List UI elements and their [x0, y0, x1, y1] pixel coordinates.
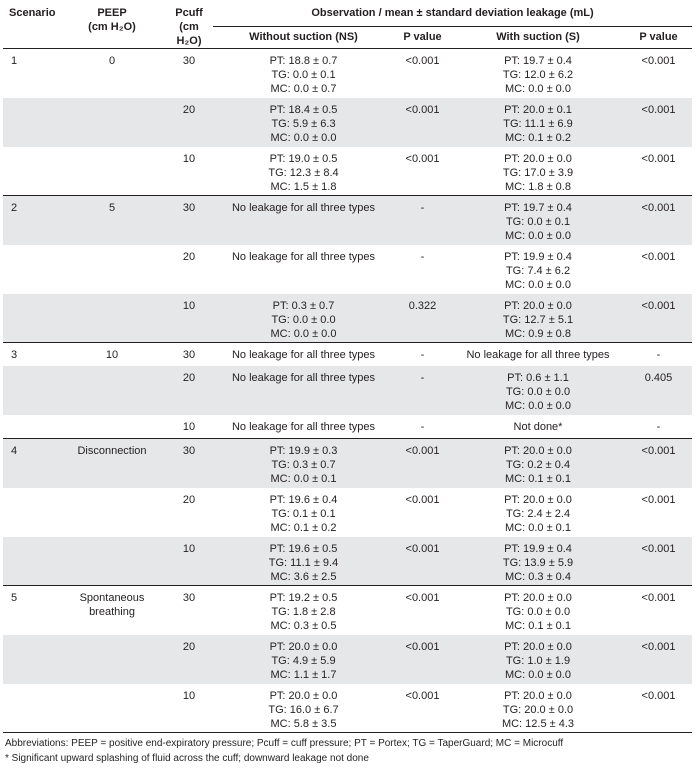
pcuff-cell: 20	[182, 250, 196, 263]
without-suction-cell-line: PT: 0.3 ± 0.7	[272, 299, 335, 312]
with-suction-cell-line: TG: 0.0 ± 0.0	[505, 385, 571, 398]
without-suction-cell	[213, 245, 394, 294]
with-suction-cell-line: MC: 0.0 ± 0.0	[505, 83, 571, 95]
with-suction-cell	[451, 294, 625, 343]
without-suction-cell	[213, 147, 394, 196]
peep-cell	[59, 147, 165, 196]
p-value-s-cell: <0.001	[625, 537, 692, 586]
without-suction-cell-line: MC: 1.1 ± 1.7	[270, 668, 337, 681]
without-suction-cell	[213, 586, 394, 635]
with-suction-cell-line: MC: 0.0 ± 0.0	[505, 278, 571, 291]
header-p-value-ns: P value	[403, 30, 442, 43]
with-suction-cell	[451, 98, 625, 147]
with-suction-cell-line: MC: 12.5 ± 4.3	[501, 717, 575, 730]
with-suction-cell-line: PT: 20.0 ± 0.0	[504, 299, 572, 312]
pcuff-cell: 20	[182, 493, 196, 506]
without-suction-cell-line: PT: 19.9 ± 0.3	[269, 445, 338, 457]
p-value-s-cell: <0.001	[641, 55, 676, 67]
p-value-s-cell: <0.001	[625, 98, 692, 147]
without-suction-cell-line: PT: 18.8 ± 0.7	[269, 55, 338, 67]
table-row	[3, 439, 692, 488]
scenario-cell	[3, 294, 59, 343]
p-value-s-cell: <0.001	[641, 250, 676, 263]
p-value-s-cell: <0.001	[625, 196, 692, 245]
header-pcuff-label: Pcuff	[175, 7, 203, 19]
without-suction-cell	[213, 294, 394, 343]
peep-cell	[59, 488, 165, 537]
header-pcuff-unit: (cm H₂O)	[176, 21, 202, 47]
table-header	[3, 2, 692, 49]
without-suction-cell-line: TG: 4.9 ± 5.9	[271, 654, 336, 667]
header-scenario: Scenario	[9, 7, 56, 19]
pcuff-cell: 10	[165, 684, 213, 733]
with-suction-cell-line: MC: 0.3 ± 0.4	[505, 570, 571, 583]
header-peep	[59, 2, 165, 49]
pcuff-cell: 30	[165, 439, 213, 488]
table-row	[3, 343, 692, 366]
peep-cell	[59, 415, 165, 439]
p-value-s-cell: 0.405	[625, 366, 692, 415]
pcuff-cell: 30	[165, 343, 213, 366]
scenario-cell	[3, 245, 59, 294]
without-suction-cell-line: TG: 12.3 ± 8.4	[268, 166, 339, 179]
with-suction-cell-line: TG: 11.1 ± 6.9	[503, 117, 573, 130]
scenario-cell: 1	[11, 55, 18, 67]
with-suction-cell-line: MC: 0.0 ± 0.1	[505, 521, 571, 534]
header-peep-unit: (cm H₂O)	[88, 21, 136, 33]
with-suction-cell-line: TG: 1.0 ± 1.9	[505, 654, 571, 667]
peep-cell: 5	[59, 196, 165, 245]
with-suction-cell-line: TG: 13.9 ± 5.9	[502, 556, 574, 569]
with-suction-cell-line: TG: 12.0 ± 6.2	[502, 69, 574, 81]
header-without-suction: Without suction (NS)	[249, 30, 358, 43]
without-suction-cell	[213, 537, 394, 586]
with-suction-cell-line: PT: 19.7 ± 0.4	[504, 202, 572, 214]
without-suction-cell	[213, 439, 394, 488]
p-value-s-cell: <0.001	[625, 439, 692, 488]
footnote-not-done: * Significant upward splashing of fluid across the cuff; downward leakage not done	[5, 753, 369, 764]
p-value-ns-cell: 0.322	[394, 294, 451, 343]
without-suction-cell-line: MC: 0.1 ± 0.2	[270, 521, 337, 534]
pcuff-cell: 10	[165, 537, 213, 586]
with-suction-cell	[451, 147, 625, 196]
table-body	[3, 49, 692, 733]
pcuff-cell: 30	[165, 586, 213, 635]
without-suction-cell-line: MC: 1.5 ± 1.8	[270, 180, 337, 193]
p-value-ns-cell: <0.001	[394, 98, 451, 147]
without-suction-cell-line: TG: 0.0 ± 0.1	[271, 69, 336, 81]
without-suction-cell-line: MC: 0.0 ± 0.0	[270, 327, 337, 340]
header-pcuff	[165, 2, 213, 49]
with-suction-cell-line: TG: 12.7 ± 5.1	[502, 313, 574, 326]
p-value-ns-cell: -	[394, 196, 451, 245]
without-suction-cell-line: MC: 5.8 ± 3.5	[270, 717, 337, 730]
with-suction-cell	[451, 439, 625, 488]
table-row	[3, 635, 692, 684]
with-suction-cell-line: TG: 0.0 ± 0.0	[505, 606, 571, 618]
without-suction-cell	[213, 196, 394, 245]
table-row	[3, 294, 692, 343]
without-suction-cell-line: PT: 19.6 ± 0.4	[269, 493, 338, 506]
p-value-s-cell: <0.001	[641, 152, 676, 165]
p-value-ns-cell: -	[394, 366, 451, 415]
p-value-ns-cell: -	[420, 420, 425, 433]
with-suction-cell-line: PT: 0.6 ± 1.1	[507, 371, 569, 384]
with-suction-cell-line: PT: 20.0 ± 0.0	[504, 445, 572, 457]
scenario-cell	[3, 635, 59, 684]
p-value-ns-cell: <0.001	[394, 439, 451, 488]
header-with-suction: With suction (S)	[496, 30, 580, 43]
with-suction-cell-line: PT: 20.0 ± 0.0	[504, 689, 572, 702]
without-suction-cell-line: PT: 18.4 ± 0.5	[269, 103, 338, 116]
pcuff-cell: 20	[165, 98, 213, 147]
without-suction-cell-line: MC: 0.3 ± 0.5	[270, 620, 337, 632]
p-value-ns-cell: <0.001	[394, 635, 451, 684]
scenario-cell	[3, 684, 59, 733]
peep-cell	[59, 684, 165, 733]
without-suction-cell-line: No leakage for all three types	[231, 202, 376, 214]
p-value-ns-cell: <0.001	[405, 493, 440, 506]
with-suction-cell-line: Not done*	[513, 420, 563, 433]
without-suction-cell-line: PT: 19.6 ± 0.5	[269, 542, 338, 555]
table-row	[3, 196, 692, 245]
table-row	[3, 147, 692, 196]
peep-cell	[59, 294, 165, 343]
peep-cell: 10	[59, 343, 165, 366]
without-suction-cell-line: No leakage for all three types	[231, 250, 376, 263]
p-value-ns-cell: -	[420, 250, 425, 263]
without-suction-cell-line: TG: 1.8 ± 2.8	[271, 606, 336, 618]
without-suction-cell-line: PT: 20.0 ± 0.0	[269, 689, 338, 702]
with-suction-cell	[451, 537, 625, 586]
without-suction-cell	[213, 343, 394, 366]
with-suction-cell-line: MC: 0.0 ± 0.0	[505, 668, 571, 681]
without-suction-cell	[213, 98, 394, 147]
scenario-cell: 2	[3, 196, 59, 245]
pcuff-cell: 10	[165, 294, 213, 343]
with-suction-cell-line: TG: 17.0 ± 3.9	[502, 166, 574, 179]
peep-cell	[59, 537, 165, 586]
table-footer	[3, 733, 692, 767]
with-suction-cell-line: PT: 19.9 ± 0.4	[504, 542, 572, 555]
p-value-s-cell: <0.001	[625, 586, 692, 635]
with-suction-cell-line: MC: 0.1 ± 0.1	[505, 620, 571, 632]
p-value-ns-cell: <0.001	[405, 55, 440, 67]
with-suction-cell-line: PT: 20.0 ± 0.0	[504, 493, 572, 506]
with-suction-cell-line: MC: 0.0 ± 0.0	[505, 399, 571, 412]
scenario-cell: 5	[3, 586, 59, 635]
peep-cell: 0	[108, 55, 116, 67]
without-suction-cell-line: TG: 0.3 ± 0.7	[271, 459, 336, 471]
table-row	[3, 537, 692, 586]
without-suction-cell-line: TG: 11.1 ± 9.4	[268, 556, 339, 569]
p-value-s-cell: <0.001	[625, 294, 692, 343]
header-peep-label: PEEP	[97, 7, 127, 19]
table-row	[3, 366, 692, 415]
with-suction-cell-line: TG: 2.4 ± 2.4	[505, 507, 571, 520]
with-suction-cell	[451, 586, 625, 635]
with-suction-cell	[451, 343, 625, 366]
scenario-cell	[3, 366, 59, 415]
pcuff-cell: 20	[165, 366, 213, 415]
with-suction-cell-line: No leakage for all three types	[466, 349, 610, 361]
p-value-s-cell: -	[625, 343, 692, 366]
without-suction-cell-line: PT: 19.2 ± 0.5	[269, 592, 338, 604]
p-value-ns-cell: <0.001	[394, 537, 451, 586]
with-suction-cell	[451, 366, 625, 415]
without-suction-cell-line: No leakage for all three types	[231, 371, 376, 384]
without-suction-cell-line: MC: 3.6 ± 2.5	[270, 570, 337, 583]
without-suction-cell	[213, 49, 394, 98]
without-suction-cell-line: No leakage for all three types	[231, 420, 376, 433]
peep-cell	[59, 635, 165, 684]
without-suction-cell-line: PT: 20.0 ± 0.0	[269, 640, 338, 653]
leakage-table	[3, 2, 692, 766]
with-suction-cell-line: MC: 0.9 ± 0.8	[505, 327, 571, 340]
with-suction-cell	[451, 415, 625, 439]
table-row	[3, 49, 692, 98]
p-value-ns-cell: <0.001	[405, 152, 440, 165]
with-suction-cell	[451, 635, 625, 684]
with-suction-cell-line: TG: 0.2 ± 0.4	[505, 459, 571, 471]
p-value-s-cell: <0.001	[625, 684, 692, 733]
without-suction-cell	[213, 684, 394, 733]
table-row	[3, 488, 692, 537]
table-row	[3, 245, 692, 294]
pcuff-cell: 20	[165, 635, 213, 684]
without-suction-cell	[213, 415, 394, 439]
pcuff-cell: 30	[165, 196, 213, 245]
with-suction-cell	[451, 684, 625, 733]
with-suction-cell-line: MC: 0.1 ± 0.1	[505, 473, 571, 485]
scenario-cell	[3, 537, 59, 586]
p-value-s-cell: -	[656, 420, 661, 433]
scenario-cell: 4	[3, 439, 59, 488]
with-suction-cell-line: TG: 7.4 ± 6.2	[505, 264, 571, 277]
peep-cell: Spontaneous breathing	[59, 586, 165, 635]
scenario-cell	[3, 488, 59, 537]
without-suction-cell	[213, 366, 394, 415]
header-observation: Observation / mean ± standard deviation leakage (mL)	[213, 2, 692, 26]
without-suction-cell-line: TG: 5.9 ± 6.3	[271, 117, 336, 130]
with-suction-cell	[451, 196, 625, 245]
p-value-ns-cell: <0.001	[394, 586, 451, 635]
without-suction-cell-line: MC: 0.0 ± 0.0	[270, 131, 337, 144]
with-suction-cell-line: MC: 1.8 ± 0.8	[505, 180, 571, 193]
without-suction-cell	[213, 488, 394, 537]
peep-cell: Disconnection	[59, 439, 165, 488]
table-row	[3, 415, 692, 439]
with-suction-cell-line: MC: 0.0 ± 0.0	[505, 230, 571, 242]
p-value-s-cell: <0.001	[625, 635, 692, 684]
with-suction-cell-line: PT: 19.9 ± 0.4	[504, 250, 572, 263]
p-value-ns-cell: -	[394, 343, 451, 366]
pcuff-cell: 10	[182, 152, 196, 165]
footnote-abbreviations: Abbreviations: PEEP = positive end-expiratory pressure; Pcuff = cuff pressure; PT = Portex; TG = TaperGuard; MC = Microcuff	[5, 738, 564, 749]
scenario-cell	[3, 147, 59, 196]
without-suction-cell-line: MC: 0.0 ± 0.1	[270, 473, 337, 485]
table-row	[3, 586, 692, 635]
without-suction-cell-line: TG: 0.1 ± 0.1	[271, 507, 336, 520]
with-suction-cell-line: MC: 0.1 ± 0.2	[505, 131, 571, 144]
header-p-value-s: P value	[639, 30, 678, 43]
table-row	[3, 98, 692, 147]
with-suction-cell-line: PT: 20.0 ± 0.0	[504, 152, 572, 165]
without-suction-cell-line: PT: 19.0 ± 0.5	[269, 152, 338, 165]
with-suction-cell-line: PT: 20.0 ± 0.1	[504, 103, 572, 116]
without-suction-cell	[213, 635, 394, 684]
without-suction-cell-line: TG: 16.0 ± 6.7	[268, 703, 339, 716]
scenario-cell	[3, 98, 59, 147]
pcuff-cell: 10	[182, 420, 196, 433]
with-suction-cell-line: PT: 20.0 ± 0.0	[504, 640, 572, 653]
without-suction-cell-line: MC: 0.0 ± 0.7	[270, 83, 337, 95]
with-suction-cell	[451, 245, 625, 294]
pcuff-cell: 30	[182, 55, 196, 67]
with-suction-cell-line: TG: 0.0 ± 0.1	[505, 216, 571, 228]
with-suction-cell-line: PT: 20.0 ± 0.0	[504, 592, 572, 604]
table-row	[3, 684, 692, 733]
scenario-cell: 3	[3, 343, 59, 366]
with-suction-cell-line: TG: 20.0 ± 0.0	[502, 703, 574, 716]
peep-cell	[59, 366, 165, 415]
peep-cell	[59, 98, 165, 147]
without-suction-cell-line: No leakage for all three types	[231, 349, 376, 361]
p-value-ns-cell: <0.001	[394, 684, 451, 733]
peep-cell	[59, 245, 165, 294]
with-suction-cell	[451, 49, 625, 98]
without-suction-cell-line: TG: 0.0 ± 0.0	[271, 313, 336, 326]
with-suction-cell	[451, 488, 625, 537]
p-value-s-cell: <0.001	[641, 493, 676, 506]
scenario-cell	[3, 415, 59, 439]
with-suction-cell-line: PT: 19.7 ± 0.4	[504, 55, 572, 67]
